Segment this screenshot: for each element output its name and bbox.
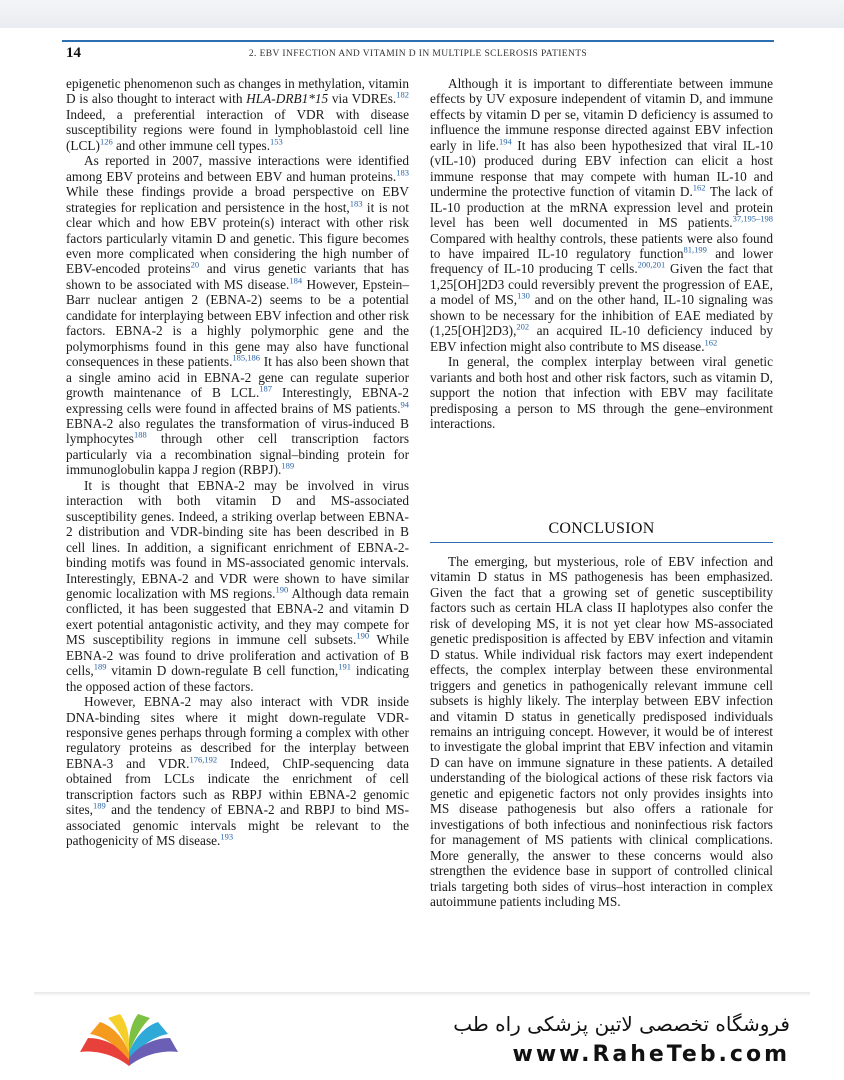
- right-paragraph-1: Although it is important to differentiate between immune effects by UV exposure independent of vitamin D, and immune effects by vitamin D per se, vitamin D deficiency is assumed to influence the immune response directed against EBV infection early in life.$^{194}$ It has also been hypothesized that viral IL-10 (vIL-10) produced during EBV infection can elicit a host immune response that may compete with human IL-10 and undermine the protective function of vitamin D.$^{162}$ The lack of IL-10 production at the mRNA expression level and protein level has been well documented in MS patients.$^{37,195-198}$ Compared with healthy controls, these patients were also found to have impaired IL-10 regulatory function$^{81,199}$ and lower frequency of IL-10 producing T cells.$^{200,201}$ Given the fact that 1,25[OH]2D3 could reversibly prevent the progression of EAE, a model of MS,$^{130}$ and on the other hand, IL-10 signaling was shown to be necessary for the inhibition of EAE mediated by (1,25[OH]2D3),$^{202}$ an acquired IL-10 deficiency induced by EBV infection might also contribute to MS disease.$^{162}$: [430, 76, 774, 354]
- running-title: 2. EBV INFECTION AND VITAMIN D IN MULTIPLE SCLEROSIS PATIENTS: [248, 49, 588, 59]
- citation: 130: [517, 290, 530, 301]
- citation: 185,186: [232, 352, 261, 363]
- left-paragraph-1: epigenetic phenomenon such as changes in methylation, vitamin D is also thought to interact with HLA-DRB1*15 via VDREs.$^{182}$ Indeed, a preferential interaction of VDR with disease susceptibility regions were found in lymphoblastoid cell line (LCL)$^{126}$ and other immune cell types.$^{153}$: [66, 76, 409, 153]
- right-paragraph-2: In general, the complex interplay between viral genetic variants and both host and other risk factors, such as vitamin D, support the notion that infection with EBV may facilitate predisposing a person to MS through the gene–environment interactions.: [430, 354, 773, 431]
- page-header: [62, 40, 774, 64]
- citation: 182: [396, 90, 409, 101]
- citation: 189: [281, 460, 295, 471]
- citation: 194: [499, 136, 512, 147]
- citation: 81,199: [683, 244, 707, 255]
- left-column: [66, 76, 409, 849]
- citation: 187: [259, 383, 273, 394]
- citation: 153: [270, 136, 283, 147]
- left-paragraph-3: It is thought that EBNA-2 may be involved in virus interaction with both vitamin D and MS-associated susceptibility genes. Indeed, a striking overlap between EBNA-2 distribution and VDR-binding site has been described in B cell lines. In addition, a significant enrichment of EBNA-2-binding motifs was found in MS-associated genomic intervals. Interestingly, EBNA-2 and VDR were shown to have similar genomic localization with MS regions.$^{190}$ Although data remain conflicted, it has been suggested that EBNA-2 and vitamin D exert potential antagonistic activity, and they may compete for MS susceptibility regions in immune cell subsets.$^{190}$ While EBNA-2 was found to drive proliferation and activation of B cells,$^{189}$ vitamin D down-regulate B cell function,$^{191}$ indicating the opposed action of these factors.: [66, 477, 410, 694]
- book-logo-icon: [76, 1008, 182, 1072]
- citation: 189: [92, 800, 106, 811]
- citation: 202: [516, 321, 530, 332]
- heading-rule: [430, 542, 773, 543]
- shop-title: فروشگاه تخصصی لاتین پزشکی راه طب: [453, 1012, 790, 1036]
- citation: 184: [289, 275, 303, 286]
- citation: 183: [349, 198, 363, 209]
- page-bottom-shadow: [34, 992, 810, 996]
- top-band: [0, 0, 844, 28]
- page-number: 14: [66, 45, 81, 61]
- right-column: [430, 76, 773, 431]
- citation: 190: [275, 584, 289, 595]
- citation: 189: [93, 661, 107, 672]
- citation: 183: [396, 167, 409, 178]
- conclusion-paragraph: The emerging, but mysterious, role of EBV infection and vitamin D status in MS pathogenesis has been emphasized. Given the fact that a growing set of genetic susceptibility factors such as certain HLA class II haplotypes also confer the risk of developing MS, it is not yet clear how MS-associated genetic predisposition is affected by EBV infection and vitamin D status. While individual risk factors may exert independent effects, the complex interplay between these environmental triggers and genetics in pathogenically relevant immune cell subsets is highly likely. The interplay between EBV infection and vitamin D status in genetically predisposed individuals remains an intriguing concept. However, it would be of interest to investigate the global imprint that EBV infection and vitamin D can have on immune signature in these patients. A detailed understanding of the biological actions of these risk factors via genetic and epigenetic factors not only provides insights into MS disease pathogenesis but also offers a rationale for investigations of both infectious and noninfectious risk factors for management of MS patients with clinical complications. More generally, the answer to these concerns would also strengthen the evidence base in support of controlled clinical trials targeting both sides of virus–host interaction in complex autoimmune patients including MS.: [430, 554, 773, 909]
- conclusion-column: [430, 554, 773, 909]
- citation: 20: [190, 260, 200, 271]
- citation: 193: [220, 831, 234, 842]
- citation: 191: [338, 661, 351, 672]
- citation: 94: [400, 399, 409, 410]
- citation: 162: [704, 337, 718, 348]
- citation: 200,201: [637, 260, 666, 271]
- citation: 126: [99, 136, 113, 147]
- citation: 188: [133, 430, 147, 440]
- citation: 162: [692, 182, 706, 193]
- conclusion-heading: CONCLUSION: [548, 520, 655, 537]
- citation: 190: [356, 630, 370, 641]
- left-paragraph-2: As reported in 2007, massive interactions were identified among EBV proteins and between EBV and human proteins.$^{183}$ While these findings provide a broad perspective on EBV strategies for replication and persistence in the host,$^{183}$ it is not clear which and how EBV protein(s) interact with other risk factors particularly vitamin D and genetic. This figure becomes even more complicated when considering the high number of EBV-encoded proteins$^{20}$ and virus genetic variants that has shown to be associated with MS disease.$^{184}$ However, Epstein–Barr nuclear antigen 2 (EBNA-2) seems to be a potential candidate for interplaying between EBV infection and other risk factors. EBNA-2 is a highly polymorphic gene and the polymorphisms found in this gene may also have functional consequences in these patients.$^{185,186}$ It has also been shown that a single amino acid in EBNA-2 gene can regulate superior growth maintenance of B LCL.$^{187}$ Interestingly, EBNA-2 expressing cells were found in affected brains of MS patients.$^{94}$ EBNA-2 also regulates the transformation of virus-induced B lymphocytes$^{188}$ through other cell transcription factors particularly via a recombination signal–binding protein for immunoglobulin kappa J region (RBPJ).$^{189}$: [66, 153, 410, 478]
- shop-url: www.RaheTeb.com: [512, 1042, 790, 1067]
- citation: 37,195–198: [732, 213, 773, 224]
- left-paragraph-4: However, EBNA-2 may also interact with VDR inside DNA-binding sites where it might down-regulate VDR-responsive genes perhaps through forming a complex with other regulatory proteins as described for the interplay between EBNA-3 and VDR.$^{176,192}$ Indeed, ChIP-sequencing data obtained from LCLs indicate the enrichment of cell transcription factors such as RBPJ within EBNA-2 genomic sites,$^{189}$ and the tendency of EBNA-2 and RBPJ to bind MS-associated genomic intervals might be relevant to the pathogenicity of MS disease.$^{193}$: [66, 694, 409, 849]
- gene-name: HLA-DRB1*15: [246, 91, 329, 107]
- citation: 176,192: [189, 754, 218, 765]
